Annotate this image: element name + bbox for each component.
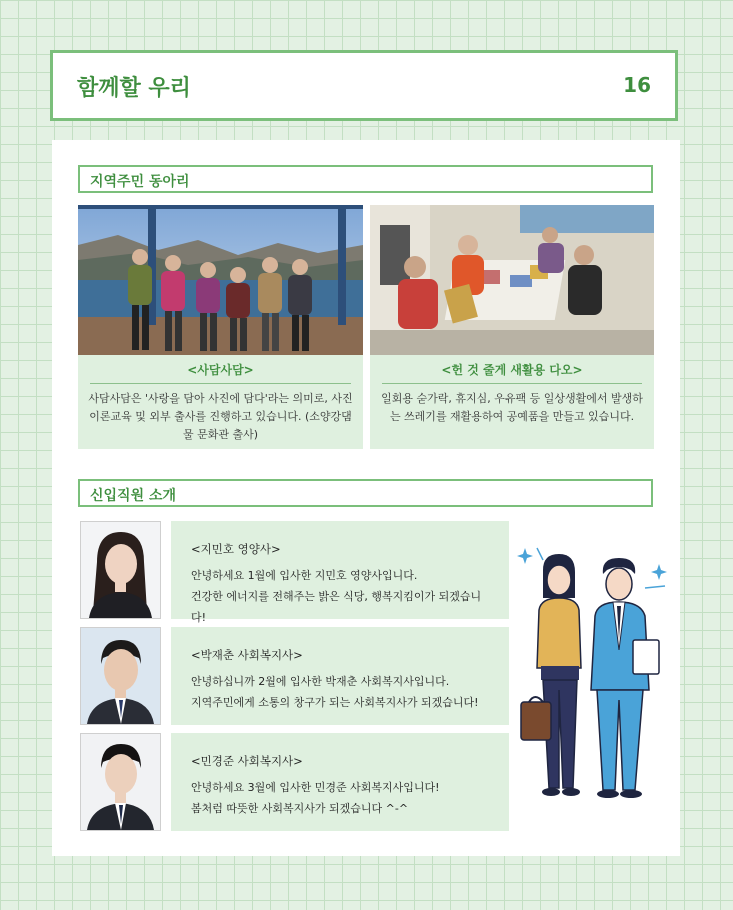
staff-intro-line: 안녕하세요 3월에 입사한 민경준 사회복지사입니다! <box>191 781 440 794</box>
staff-intro-line: 지역주민에게 소통의 창구가 되는 사회복지사가 되겠습니다! <box>191 696 479 709</box>
staff-section-title: 신입직원 소개 <box>90 488 177 504</box>
staff-section-header <box>78 479 653 507</box>
staff-intro-line: 건강한 에너지를 전해주는 밝은 식당, 행복지킴이가 되겠습니다! <box>191 590 482 624</box>
staff-name: <지민호 영양사> <box>191 542 281 556</box>
staff-card <box>171 627 509 725</box>
club-section-header <box>78 165 653 193</box>
portrait-male-illustration <box>81 628 160 724</box>
club-card-sadam <box>78 355 363 449</box>
staff-card <box>171 521 509 624</box>
club-description: 사담사담은 '사랑을 담아 사진에 담다'라는 의미로, 사진 이론교육 및 외부 출사를 진행하고 있습니다. (소양강댐 물 문화관 출사) <box>88 392 353 441</box>
staff-intro-line: 봄처럼 따뜻한 사회복지사가 되겠습니다 ^-^ <box>191 802 409 815</box>
staff-photo <box>80 733 161 831</box>
portrait-female-illustration <box>81 522 160 618</box>
staff-illustration <box>515 540 670 810</box>
page-header <box>50 50 678 121</box>
club-card-upcycle <box>370 355 654 449</box>
staff-name: <박재춘 사회복지사> <box>191 648 303 662</box>
staff-intro-line: 안녕하십니까 2월에 입사한 박재춘 사회복지사입니다. <box>191 675 450 688</box>
staff-card <box>171 733 509 831</box>
staff-intro-line: 안녕하세요 1월에 입사한 지민호 영양사입니다. <box>191 569 418 582</box>
page-title: 함께할 우리 <box>77 76 191 101</box>
group-photo-illustration <box>78 205 363 355</box>
staff-photo <box>80 627 161 725</box>
staff-name: <민경준 사회복지사> <box>191 754 303 768</box>
portrait-male-illustration <box>81 734 160 830</box>
club-description: 일회용 숟가락, 휴지심, 우유팩 등 일상생활에서 발생하는 쓰레기를 재활용하여 공예품을 만들고 있습니다. <box>381 392 643 423</box>
club-photo-upcycle <box>370 205 654 355</box>
club-section-title: 지역주민 동아리 <box>90 174 190 190</box>
club-name: <사담사담> <box>90 361 351 384</box>
professionals-illustration <box>515 540 670 810</box>
crafts-photo-illustration <box>370 205 654 355</box>
club-name: <헌 것 줄게 새활용 다오> <box>382 361 642 384</box>
club-photo-sadam <box>78 205 363 355</box>
staff-photo <box>80 521 161 619</box>
page-number: 16 <box>623 73 651 97</box>
